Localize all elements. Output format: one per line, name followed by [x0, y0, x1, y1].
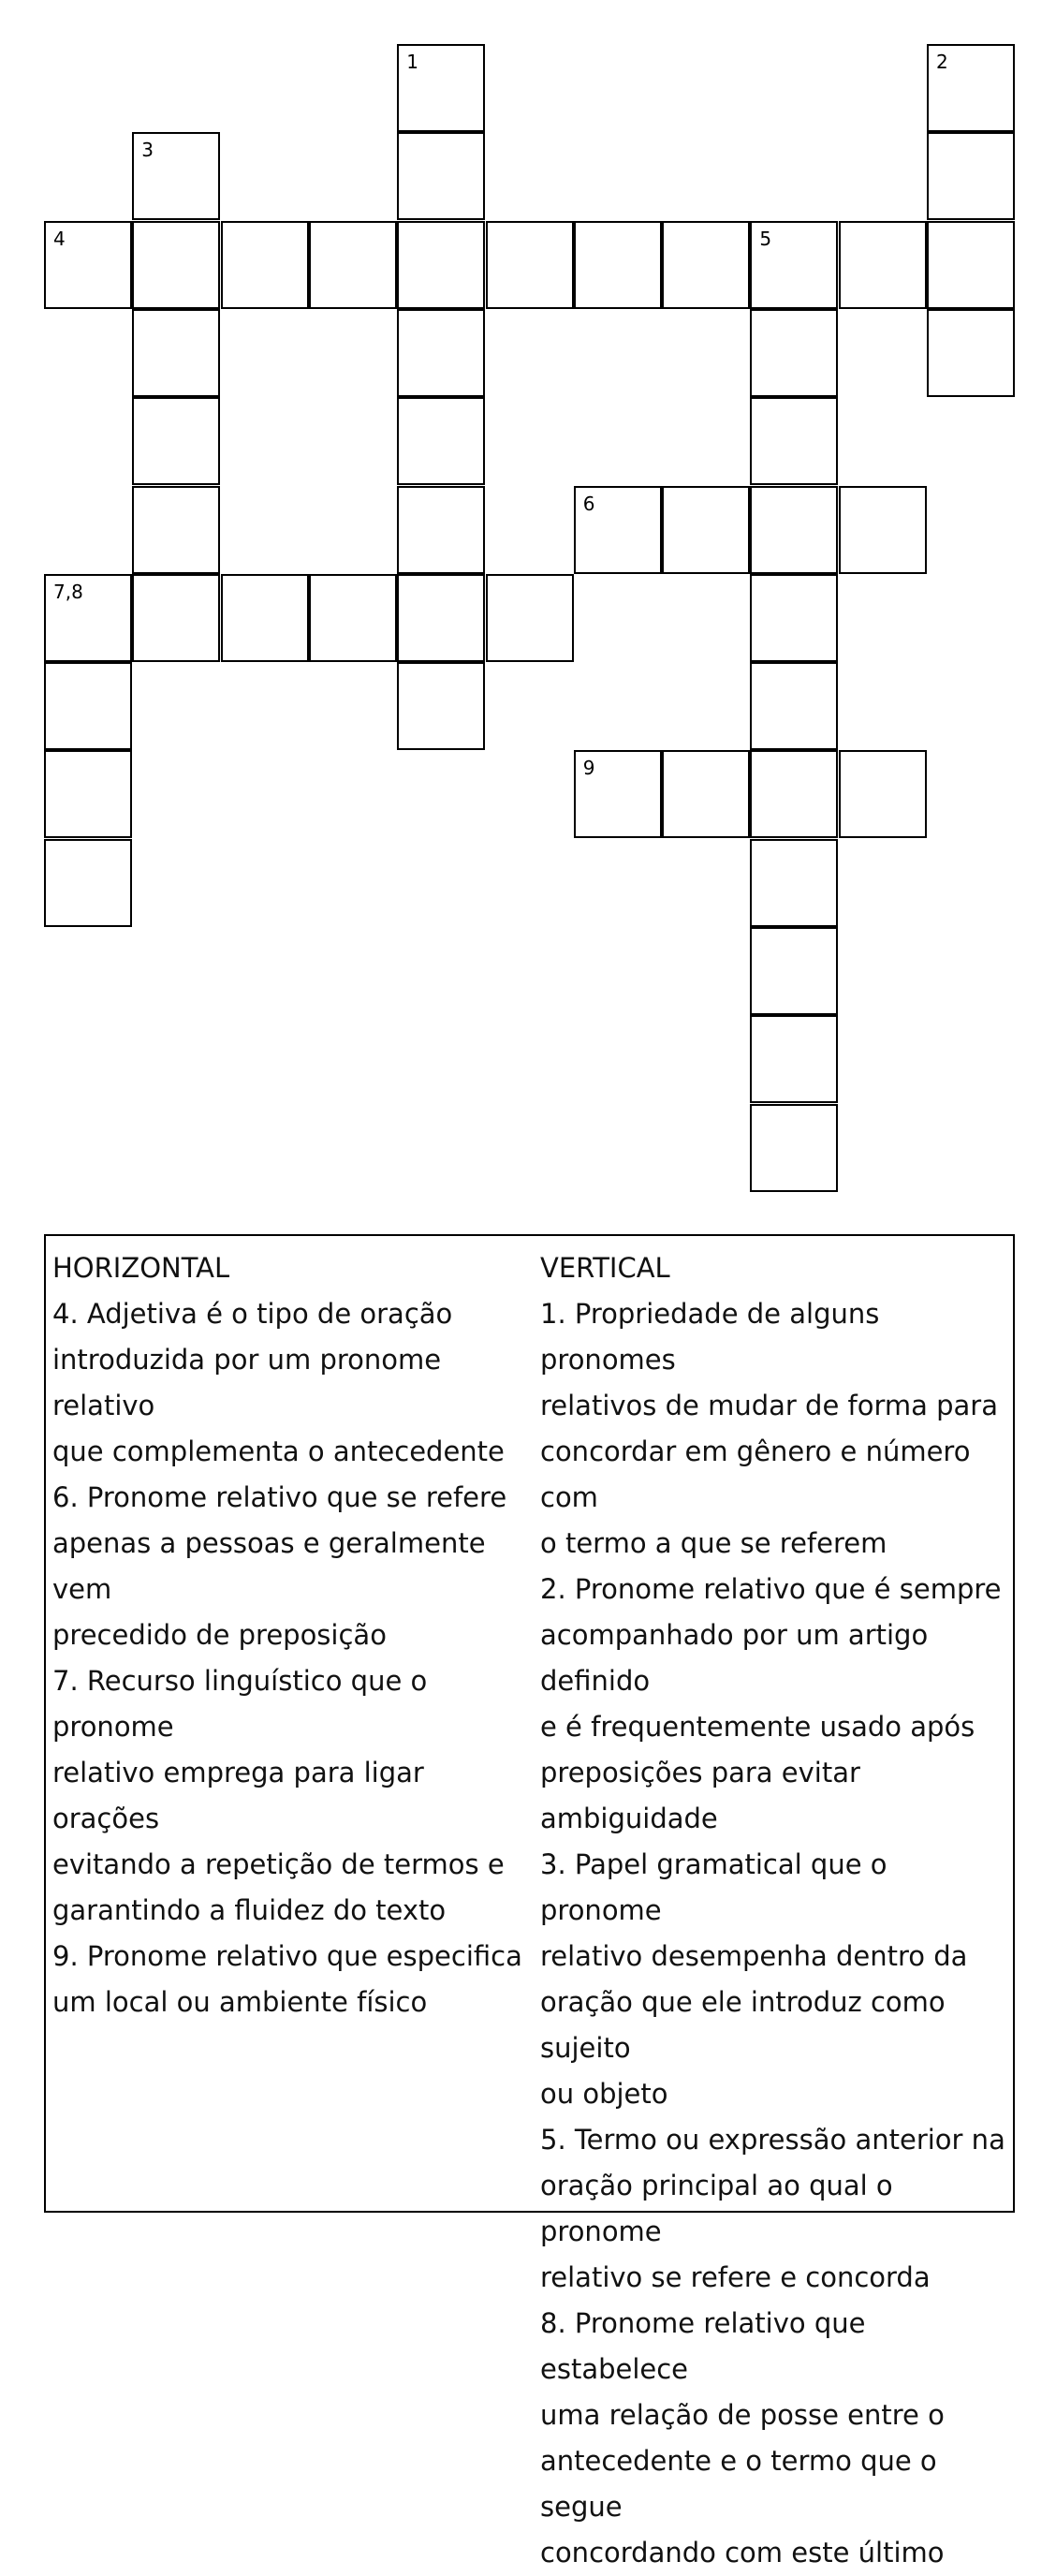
crossword-cell[interactable] — [397, 221, 485, 309]
horizontal-clue-line: um local ou ambiente físico — [52, 1986, 428, 2018]
crossword-cell[interactable] — [574, 221, 662, 309]
crossword-cell[interactable] — [750, 309, 838, 397]
horizontal-clue-list — [52, 1291, 530, 2025]
horizontal-clue-line: garantindo a fluidez do texto — [52, 1894, 447, 1926]
crossword-cell[interactable] — [44, 750, 132, 838]
clue-number: 4 — [53, 227, 66, 250]
crossword-cell[interactable] — [750, 574, 838, 662]
vertical-clue-line: concordar em gênero e número com — [540, 1435, 971, 1513]
crossword-cell[interactable] — [574, 486, 662, 574]
horizontal-clue-line: 7. Recurso linguístico que o pronome — [52, 1665, 428, 1743]
vertical-clue-line: oração que ele introduz como sujeito — [540, 1986, 946, 2064]
crossword-cell[interactable] — [486, 221, 574, 309]
crossword-cell[interactable] — [662, 486, 750, 574]
crossword-cell[interactable] — [397, 662, 485, 750]
vertical-clue-line: 8. Pronome relativo que estabelece — [540, 2307, 866, 2385]
crossword-cell[interactable] — [132, 574, 220, 662]
vertical-clue-line: concordando com este último — [540, 2537, 945, 2569]
vertical-clue-line: 5. Termo ou expressão anterior na — [540, 2124, 1005, 2156]
crossword-cell[interactable] — [750, 1104, 838, 1192]
crossword-cell[interactable] — [221, 574, 309, 662]
crossword-cell[interactable] — [750, 486, 838, 574]
vertical-clue-line: oração principal ao qual o pronome — [540, 2170, 893, 2247]
vertical-clue-line: 3. Papel gramatical que o pronome — [540, 1848, 887, 1926]
clues-panel — [44, 1234, 1015, 2569]
clue-number: 2 — [936, 51, 948, 73]
crossword-cell[interactable] — [132, 132, 220, 220]
crossword-cell[interactable] — [486, 574, 574, 662]
vertical-clue-line: 2. Pronome relativo que é sempre — [540, 1573, 1002, 1605]
crossword-cell[interactable] — [662, 221, 750, 309]
horizontal-clue-line: que complementa o antecedente — [52, 1435, 505, 1467]
crossword-cell[interactable] — [839, 750, 927, 838]
vertical-clues — [540, 1245, 1013, 2576]
crossword-cell[interactable] — [44, 662, 132, 750]
vertical-clue-line: e é frequentemente usado após — [540, 1711, 975, 1743]
crossword-cell[interactable] — [750, 221, 838, 309]
clue-number: 3 — [141, 139, 154, 162]
horizontal-clue-line: 6. Pronome relativo que se refere — [52, 1481, 507, 1513]
clue-number: 5 — [759, 227, 772, 250]
horizontal-clue-line: apenas a pessoas e geralmente vem — [52, 1527, 486, 1605]
clue-number: 7,8 — [53, 580, 83, 603]
crossword-cell[interactable] — [839, 221, 927, 309]
crossword-cell[interactable] — [574, 750, 662, 838]
vertical-clue-list — [540, 1291, 1013, 2576]
crossword-cell[interactable] — [750, 927, 838, 1015]
crossword-cell[interactable] — [662, 750, 750, 838]
crossword-cell[interactable] — [132, 486, 220, 574]
crossword-cell[interactable] — [750, 1015, 838, 1103]
vertical-clue-line: relativos de mudar de forma para — [540, 1390, 998, 1421]
crossword-cell[interactable] — [397, 397, 485, 485]
crossword-cell[interactable] — [397, 309, 485, 397]
crossword-cell[interactable] — [927, 309, 1015, 397]
crossword-cell[interactable] — [927, 221, 1015, 309]
vertical-clue-line: preposições para evitar ambiguidade — [540, 1757, 860, 1834]
crossword-cell[interactable] — [44, 574, 132, 662]
crossword-cell[interactable] — [132, 309, 220, 397]
crossword-cell[interactable] — [397, 574, 485, 662]
crossword-cell[interactable] — [132, 397, 220, 485]
crossword-cell[interactable] — [927, 44, 1015, 132]
vertical-clue-line: relativo desempenha dentro da — [540, 1940, 968, 1972]
horizontal-clue-line: introduzida por um pronome relativo — [52, 1344, 442, 1421]
crossword-cell[interactable] — [750, 662, 838, 750]
crossword-cell[interactable] — [309, 221, 397, 309]
crossword-cell[interactable] — [397, 44, 485, 132]
crossword-cell[interactable] — [397, 486, 485, 574]
clue-number: 1 — [406, 51, 418, 73]
clue-number: 6 — [582, 492, 595, 515]
crossword-cell[interactable] — [44, 839, 132, 927]
crossword-cell[interactable] — [839, 486, 927, 574]
crossword-cell[interactable] — [750, 839, 838, 927]
crossword-cell[interactable] — [927, 132, 1015, 220]
vertical-heading: VERTICAL — [540, 1252, 670, 1284]
crossword-cell[interactable] — [750, 750, 838, 838]
crossword-cell[interactable] — [309, 574, 397, 662]
clue-number: 9 — [582, 757, 595, 780]
horizontal-clue-line: 4. Adjetiva é o tipo de oração — [52, 1298, 453, 1330]
crossword-cell[interactable] — [132, 221, 220, 309]
horizontal-clues — [52, 1245, 530, 2025]
crossword-grid — [0, 0, 1056, 1217]
horizontal-clue-line: 9. Pronome relativo que especifica — [52, 1940, 522, 1972]
crossword-cell[interactable] — [44, 221, 132, 309]
vertical-clue-line: o termo a que se referem — [540, 1527, 887, 1559]
horizontal-clue-line: precedido de preposição — [52, 1619, 387, 1651]
vertical-clue-line: acompanhado por um artigo definido — [540, 1619, 929, 1697]
vertical-clue-line: relativo se refere e concorda — [540, 2261, 931, 2293]
vertical-clue-line: 1. Propriedade de alguns pronomes — [540, 1298, 880, 1376]
crossword-cell[interactable] — [397, 132, 485, 220]
horizontal-heading: HORIZONTAL — [52, 1252, 230, 1284]
vertical-clue-line: ou objeto — [540, 2078, 668, 2110]
horizontal-clue-line: relativo emprega para ligar orações — [52, 1757, 424, 1834]
vertical-clue-line: uma relação de posse entre o — [540, 2399, 945, 2431]
horizontal-clue-line: evitando a repetição de termos e — [52, 1848, 505, 1880]
vertical-clue-line: antecedente e o termo que o segue — [540, 2445, 937, 2523]
crossword-cell[interactable] — [750, 397, 838, 485]
crossword-cell[interactable] — [221, 221, 309, 309]
